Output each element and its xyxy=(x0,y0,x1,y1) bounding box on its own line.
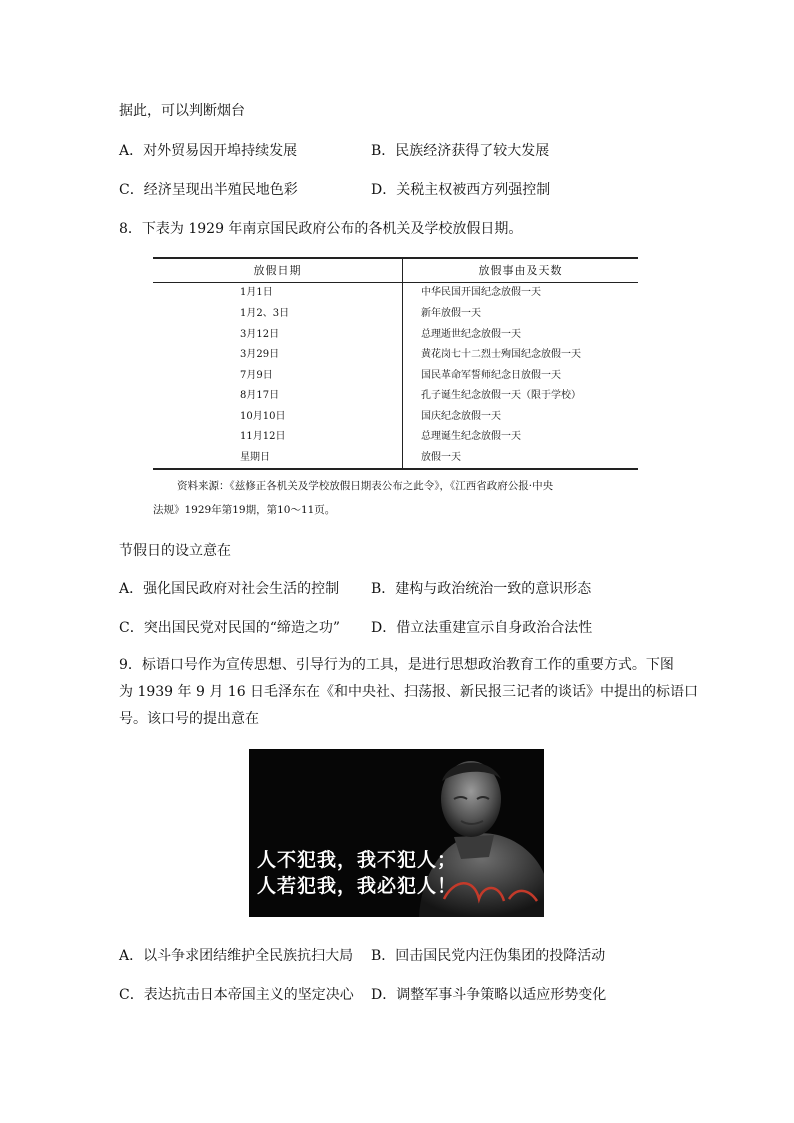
intro-line: 据此，可以判断烟台 xyxy=(119,103,245,119)
q8-option-b[interactable]: B．建构与政治统治一致的意识形态 xyxy=(371,581,592,597)
q7-option-a[interactable]: A．对外贸易因开埠持续发展 xyxy=(119,143,298,159)
q7-option-c[interactable]: C．经济呈现出半殖民地色彩 xyxy=(119,182,298,198)
table-row-reason: 孔子诞生纪念放假一天（限于学校） xyxy=(421,390,581,401)
table-row-reason: 国庆纪念放假一天 xyxy=(421,411,501,422)
slogan-line-2: 人若犯我，我必犯人！ xyxy=(257,875,458,897)
q8-question: 节假日的设立意在 xyxy=(119,543,231,559)
slogan-photo xyxy=(249,749,544,917)
table-row-date: 3月29日 xyxy=(240,349,280,360)
table-header-reason: 放假事由及天数 xyxy=(478,264,563,277)
q8-option-d[interactable]: D．借立法重建宣示自身政治合法性 xyxy=(371,620,593,636)
table-top-rule xyxy=(153,257,638,259)
table-row-date: 星期日 xyxy=(240,452,270,463)
table-row-reason: 国民革命军誓师纪念日放假一天 xyxy=(421,370,561,381)
table-row-reason: 黄花岗七十二烈士殉国纪念放假一天 xyxy=(421,349,581,360)
table-row-reason: 总理诞生纪念放假一天 xyxy=(421,431,521,442)
q7-option-b[interactable]: B．民族经济获得了较大发展 xyxy=(371,143,550,159)
table-source xyxy=(153,474,643,522)
table-row-date: 8月17日 xyxy=(240,390,280,401)
table-header-rule xyxy=(153,282,638,283)
table-row-reason: 中华民国开国纪念放假一天 xyxy=(421,287,541,298)
q8-stem: 8．下表为 1929 年南京国民政府公布的各机关及学校放假日期。 xyxy=(119,221,523,237)
table-row-reason: 新年放假一天 xyxy=(421,308,481,319)
holiday-table xyxy=(153,257,638,469)
q9-option-a[interactable]: A．以斗争求团结维护全民族抗扫大局 xyxy=(119,948,354,964)
table-source-line-2: 法规》1929年第19期，第10～11页。 xyxy=(153,504,336,516)
q8-option-c[interactable]: C．突出国民党对民国的“缔造之功” xyxy=(119,620,341,636)
table-source-line-1: 资料来源：《兹修正各机关及学校放假日期表公布之此令》，《江西省政府公报·中央 xyxy=(177,480,554,492)
table-row-reason: 总理逝世纪念放假一天 xyxy=(421,329,521,340)
q7-option-d[interactable]: D．关税主权被西方列强控制 xyxy=(371,182,551,198)
q9-stem-line-2: 为 1939 年 9 月 16 日毛泽东在《和中央社、扫荡报、新民报三记者的谈话》中提出的标语口 xyxy=(119,684,699,700)
q9-option-d[interactable]: D．调整军事斗争策略以适应形势变化 xyxy=(371,987,607,1003)
table-row-reason: 放假一天 xyxy=(421,452,461,463)
table-row-date: 11月12日 xyxy=(240,431,286,442)
q9-option-c[interactable]: C．表达抗击日本帝国主义的坚定决心 xyxy=(119,987,354,1003)
q8-option-a[interactable]: A．强化国民政府对社会生活的控制 xyxy=(119,581,340,597)
table-row-date: 10月10日 xyxy=(240,411,286,422)
table-column-divider xyxy=(402,257,403,469)
table-row-date: 3月12日 xyxy=(240,329,280,340)
table-row-date: 1月1日 xyxy=(240,287,273,298)
q9-stem-line-1: 9．标语口号作为宣传思想、引导行为的工具，是进行思想政治教育工作的重要方式。下图 xyxy=(119,657,674,673)
q9-option-b[interactable]: B．回击国民党内汪伪集团的投降活动 xyxy=(371,948,606,964)
table-row-date: 7月9日 xyxy=(240,370,273,381)
table-row-date: 1月2、3日 xyxy=(240,308,290,319)
q9-stem-line-3: 号。该口号的提出意在 xyxy=(119,711,259,727)
table-header-date: 放假日期 xyxy=(253,264,302,277)
table-bottom-rule xyxy=(153,468,638,470)
q9-stem xyxy=(119,652,699,733)
slogan-line-1: 人不犯我，我不犯人； xyxy=(257,849,458,871)
